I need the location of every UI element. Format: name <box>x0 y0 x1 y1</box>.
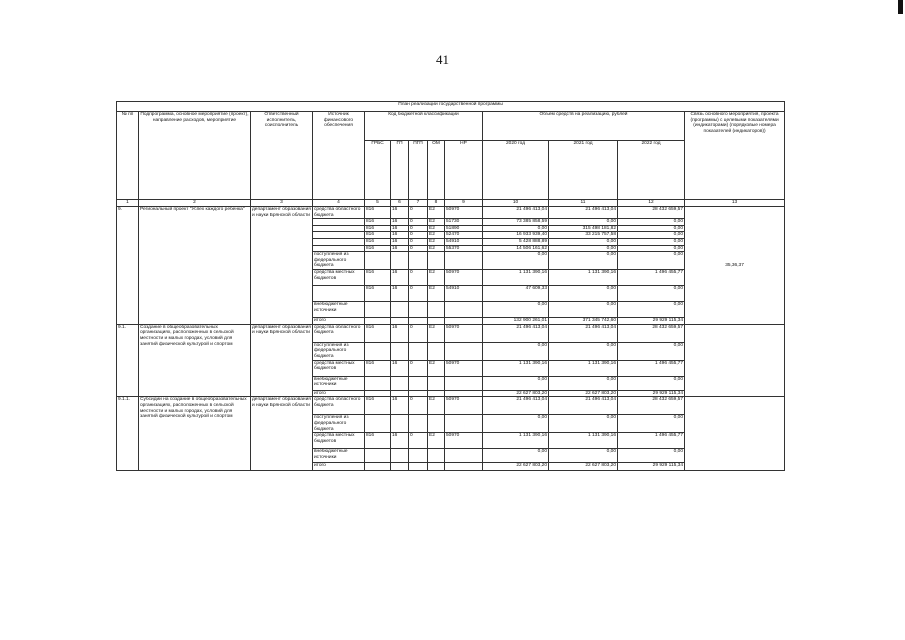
code-nr <box>445 302 483 318</box>
amount-2022: 0,00 <box>618 245 685 252</box>
code-grbs: 816 <box>365 433 391 449</box>
code-nr <box>445 318 483 325</box>
header-volume: Объем средств на реализацию, рублей <box>483 112 685 141</box>
code-om: E2 <box>428 225 445 232</box>
code-grbs <box>365 252 391 270</box>
amount-2022: 0,00 <box>618 252 685 270</box>
funding-source: внебюджетные источники <box>313 449 365 463</box>
amount-2022: 28 432 659,57 <box>618 207 685 219</box>
col-number: 9 <box>445 200 483 207</box>
amount-2021: 0,00 <box>549 449 618 463</box>
amount-2021: 0,00 <box>549 302 618 318</box>
funding-source: итого <box>313 463 365 471</box>
code-gp <box>391 449 409 463</box>
amount-2021: 1 131 390,16 <box>549 360 618 376</box>
funding-source: средства областного бюджета <box>313 397 365 415</box>
amount-2021: 21 496 413,04 <box>549 397 618 415</box>
responsible-executor: департамент образования и науки Брянской области <box>251 324 313 397</box>
code-nr <box>445 376 483 390</box>
code-gp <box>391 390 409 397</box>
col-number: 1 <box>117 200 139 207</box>
scan-edge-mark <box>898 0 903 14</box>
col-number: 10 <box>483 200 549 207</box>
code-grbs <box>365 449 391 463</box>
amount-2021: 0,00 <box>549 245 618 252</box>
code-gp: 16 <box>391 238 409 245</box>
code-gp <box>391 463 409 471</box>
indicator-link <box>685 324 785 397</box>
code-pgp <box>409 415 428 433</box>
code-nr <box>445 415 483 433</box>
amount-2020: 0,00 <box>483 376 549 390</box>
header-nr: НР <box>445 141 483 200</box>
funding-source: итого <box>313 318 365 325</box>
amount-2020: 0,00 <box>483 449 549 463</box>
amount-2020: 14 506 161,62 <box>483 245 549 252</box>
code-om <box>428 415 445 433</box>
header-om: ОМ <box>428 141 445 200</box>
header-year-2022: 2022 год <box>618 141 685 200</box>
code-pgp: 0 <box>409 360 428 376</box>
code-nr: 50970 <box>445 360 483 376</box>
code-pgp: 0 <box>409 324 428 342</box>
funding-source: средства областного бюджета <box>313 207 365 219</box>
code-gp: 16 <box>391 360 409 376</box>
amount-2020: 22 627 803,20 <box>483 390 549 397</box>
funding-source <box>313 286 365 302</box>
amount-2022: 28 432 659,57 <box>618 324 685 342</box>
program-plan-sheet <box>116 101 782 471</box>
funding-source: средства областного бюджета <box>313 324 365 342</box>
amount-2022: 29 929 115,34 <box>618 463 685 471</box>
amount-2022: 28 432 659,57 <box>618 397 685 415</box>
code-om: E2 <box>428 433 445 449</box>
code-gp: 16 <box>391 324 409 342</box>
col-number: 11 <box>549 200 618 207</box>
code-pgp: 0 <box>409 207 428 219</box>
amount-2022: 0,00 <box>618 219 685 226</box>
amount-2021: 22 627 803,20 <box>549 463 618 471</box>
amount-2021: 33 215 757,58 <box>549 232 618 239</box>
code-om: E2 <box>428 286 445 302</box>
code-pgp <box>409 342 428 360</box>
funding-source: итого <box>313 390 365 397</box>
code-pgp <box>409 449 428 463</box>
header-num: № пп <box>117 112 139 200</box>
code-grbs: 816 <box>365 286 391 302</box>
code-gp: 16 <box>391 397 409 415</box>
code-grbs <box>365 390 391 397</box>
code-om: E2 <box>428 219 445 226</box>
col-number: 12 <box>618 200 685 207</box>
funding-source <box>313 225 365 232</box>
amount-2020: 22 627 803,20 <box>483 463 549 471</box>
code-pgp: 0 <box>409 433 428 449</box>
code-om <box>428 252 445 270</box>
code-gp <box>391 252 409 270</box>
table-title: План реализации государственной программы <box>117 102 785 112</box>
code-nr <box>445 463 483 471</box>
amount-2020: 5 428 888,89 <box>483 238 549 245</box>
amount-2020: 132 900 261,01 <box>483 318 549 325</box>
col-number: 7 <box>409 200 428 207</box>
activity-name: Региональный проект "Успех каждого ребенка" <box>139 207 251 325</box>
code-pgp: 0 <box>409 219 428 226</box>
code-gp: 16 <box>391 245 409 252</box>
funding-source <box>313 219 365 226</box>
code-nr <box>445 390 483 397</box>
code-om <box>428 390 445 397</box>
funding-source: средства местных бюджетов <box>313 360 365 376</box>
code-grbs: 816 <box>365 397 391 415</box>
code-pgp: 0 <box>409 286 428 302</box>
code-pgp: 0 <box>409 225 428 232</box>
code-gp: 16 <box>391 433 409 449</box>
code-grbs: 816 <box>365 219 391 226</box>
amount-2020: 16 933 939,40 <box>483 232 549 239</box>
amount-2022: 1 496 455,77 <box>618 270 685 286</box>
col-number: 2 <box>139 200 251 207</box>
responsible-executor: департамент образования и науки Брянской области <box>251 397 313 471</box>
col-number: 6 <box>391 200 409 207</box>
amount-2020: 47 609,33 <box>483 286 549 302</box>
amount-2021: 0,00 <box>549 252 618 270</box>
code-pgp <box>409 318 428 325</box>
funding-source: внебюджетные источники <box>313 376 365 390</box>
code-gp <box>391 342 409 360</box>
code-gp <box>391 415 409 433</box>
amount-2020: 0,00 <box>483 225 549 232</box>
amount-2021: 21 496 413,04 <box>549 324 618 342</box>
row-number: 9.1. <box>117 324 139 397</box>
code-om <box>428 376 445 390</box>
table-row <box>117 397 785 415</box>
row-number: 9. <box>117 207 139 325</box>
col-number: 3 <box>251 200 313 207</box>
amount-2020: 1 131 390,16 <box>483 433 549 449</box>
amount-2022: 0,00 <box>618 286 685 302</box>
code-om <box>428 449 445 463</box>
code-om: E2 <box>428 207 445 219</box>
code-grbs <box>365 302 391 318</box>
amount-2020: 1 131 390,16 <box>483 360 549 376</box>
amount-2021: 371 345 742,60 <box>549 318 618 325</box>
code-grbs: 816 <box>365 270 391 286</box>
amount-2021: 0,00 <box>549 415 618 433</box>
funding-source: поступления из федерального бюджета <box>313 252 365 270</box>
code-om: E2 <box>428 360 445 376</box>
code-grbs: 816 <box>365 225 391 232</box>
col-number: 8 <box>428 200 445 207</box>
program-plan-table <box>116 101 785 471</box>
code-gp <box>391 376 409 390</box>
amount-2021: 1 131 390,16 <box>549 433 618 449</box>
table-row <box>117 207 785 219</box>
code-grbs <box>365 463 391 471</box>
amount-2021: 22 627 803,20 <box>549 390 618 397</box>
code-grbs <box>365 376 391 390</box>
code-gp: 16 <box>391 225 409 232</box>
amount-2020: 0,00 <box>483 415 549 433</box>
header-pgp: ПГП <box>409 141 428 200</box>
funding-source <box>313 232 365 239</box>
code-gp: 16 <box>391 207 409 219</box>
code-nr <box>445 252 483 270</box>
code-om <box>428 342 445 360</box>
responsible-executor: департамент образования и науки Брянской области <box>251 207 313 325</box>
amount-2020: 21 496 413,04 <box>483 397 549 415</box>
amount-2021: 0,00 <box>549 286 618 302</box>
code-pgp: 0 <box>409 238 428 245</box>
code-nr: 50970 <box>445 207 483 219</box>
funding-source: внебюджетные источники <box>313 302 365 318</box>
code-nr: 52470 <box>445 232 483 239</box>
code-om: E2 <box>428 245 445 252</box>
code-om <box>428 302 445 318</box>
indicator-link: 35,36,37 <box>685 207 785 325</box>
code-gp <box>391 302 409 318</box>
code-pgp <box>409 302 428 318</box>
code-nr: 50970 <box>445 433 483 449</box>
code-grbs: 816 <box>365 238 391 245</box>
col-number: 4 <box>313 200 365 207</box>
code-om: E2 <box>428 397 445 415</box>
indicator-link <box>685 397 785 471</box>
amount-2022: 1 496 455,77 <box>618 433 685 449</box>
table-body <box>117 207 785 471</box>
code-om <box>428 463 445 471</box>
code-pgp: 0 <box>409 232 428 239</box>
header-name: Подпрограмма, основное мероприятие (проект), направление расходов, мероприятие <box>139 112 251 200</box>
table-row <box>117 324 785 342</box>
page-number: 41 <box>436 52 449 67</box>
amount-2022: 29 929 115,34 <box>618 318 685 325</box>
code-nr: 50970 <box>445 270 483 286</box>
code-grbs: 816 <box>365 232 391 239</box>
code-nr: 51730 <box>445 219 483 226</box>
amount-2020: 0,00 <box>483 252 549 270</box>
activity-name: Создание в общеобразовательных организациях, расположенных в сельской местности и малых городах, условий для занятий физической культурой и спортом <box>139 324 251 397</box>
header-kbk: Код бюджетной классификации <box>365 112 483 141</box>
funding-source <box>313 238 365 245</box>
code-nr <box>445 342 483 360</box>
code-nr: 55370 <box>445 245 483 252</box>
code-nr: 54910 <box>445 286 483 302</box>
code-pgp: 0 <box>409 397 428 415</box>
column-number-row <box>117 200 785 207</box>
code-grbs <box>365 342 391 360</box>
amount-2021: 0,00 <box>549 238 618 245</box>
code-om: E2 <box>428 232 445 239</box>
code-grbs: 816 <box>365 207 391 219</box>
amount-2022: 1 496 455,77 <box>618 360 685 376</box>
code-nr: 50970 <box>445 397 483 415</box>
amount-2022: 0,00 <box>618 342 685 360</box>
code-nr: 51890 <box>445 225 483 232</box>
code-grbs: 816 <box>365 324 391 342</box>
code-pgp: 0 <box>409 270 428 286</box>
col-number: 13 <box>685 200 785 207</box>
code-grbs <box>365 415 391 433</box>
header-indicator-link: Связь основного мероприятия, проекта (программы) с целевыми показателями (индикаторами) (порядковые номера показателей (индикаторов)) <box>685 112 785 200</box>
funding-source: средства местных бюджетов <box>313 270 365 286</box>
code-pgp <box>409 390 428 397</box>
amount-2020: 0,00 <box>483 342 549 360</box>
amount-2021: 0,00 <box>549 376 618 390</box>
amount-2022: 0,00 <box>618 232 685 239</box>
amount-2022: 0,00 <box>618 415 685 433</box>
amount-2022: 0,00 <box>618 449 685 463</box>
amount-2021: 315 498 181,82 <box>549 225 618 232</box>
code-nr: 54910 <box>445 238 483 245</box>
code-gp <box>391 318 409 325</box>
amount-2022: 29 929 115,34 <box>618 390 685 397</box>
header-responsible: Ответственный исполнитель, соисполнитель <box>251 112 313 200</box>
funding-source: поступления из федерального бюджета <box>313 342 365 360</box>
amount-2022: 0,00 <box>618 376 685 390</box>
code-gp: 16 <box>391 219 409 226</box>
code-pgp: 0 <box>409 245 428 252</box>
amount-2020: 1 131 390,16 <box>483 270 549 286</box>
activity-name: Субсидии на создание в общеобразовательных организациях, расположенных в сельской местности и малых городах, условий для занятий физической культурой и спортом <box>139 397 251 471</box>
code-pgp <box>409 463 428 471</box>
amount-2021: 0,00 <box>549 219 618 226</box>
code-om: E2 <box>428 324 445 342</box>
amount-2020: 21 496 413,04 <box>483 324 549 342</box>
amount-2022: 0,00 <box>618 238 685 245</box>
code-grbs: 816 <box>365 245 391 252</box>
code-om <box>428 318 445 325</box>
funding-source: средства местных бюджетов <box>313 433 365 449</box>
header-year-2021: 2021 год <box>549 141 618 200</box>
amount-2021: 0,00 <box>549 342 618 360</box>
amount-2021: 1 131 390,16 <box>549 270 618 286</box>
code-gp: 16 <box>391 270 409 286</box>
amount-2021: 21 496 413,04 <box>549 207 618 219</box>
code-nr <box>445 449 483 463</box>
col-number: 5 <box>365 200 391 207</box>
header-grbs: ГРБС <box>365 141 391 200</box>
code-grbs <box>365 318 391 325</box>
header-year-2020: 2020 год <box>483 141 549 200</box>
amount-2020: 73 385 858,59 <box>483 219 549 226</box>
header-source: Источник финансового обеспечения <box>313 112 365 200</box>
header-gp: ГП <box>391 141 409 200</box>
funding-source <box>313 245 365 252</box>
amount-2022: 0,00 <box>618 302 685 318</box>
row-number: 9.1.1. <box>117 397 139 471</box>
code-pgp <box>409 252 428 270</box>
code-gp: 16 <box>391 232 409 239</box>
code-om: E2 <box>428 270 445 286</box>
code-grbs: 816 <box>365 360 391 376</box>
amount-2020: 21 496 413,04 <box>483 207 549 219</box>
amount-2022: 0,00 <box>618 225 685 232</box>
code-om: E2 <box>428 238 445 245</box>
code-nr: 50970 <box>445 324 483 342</box>
code-gp: 16 <box>391 286 409 302</box>
amount-2020: 0,00 <box>483 302 549 318</box>
code-pgp <box>409 376 428 390</box>
funding-source: поступления из федерального бюджета <box>313 415 365 433</box>
